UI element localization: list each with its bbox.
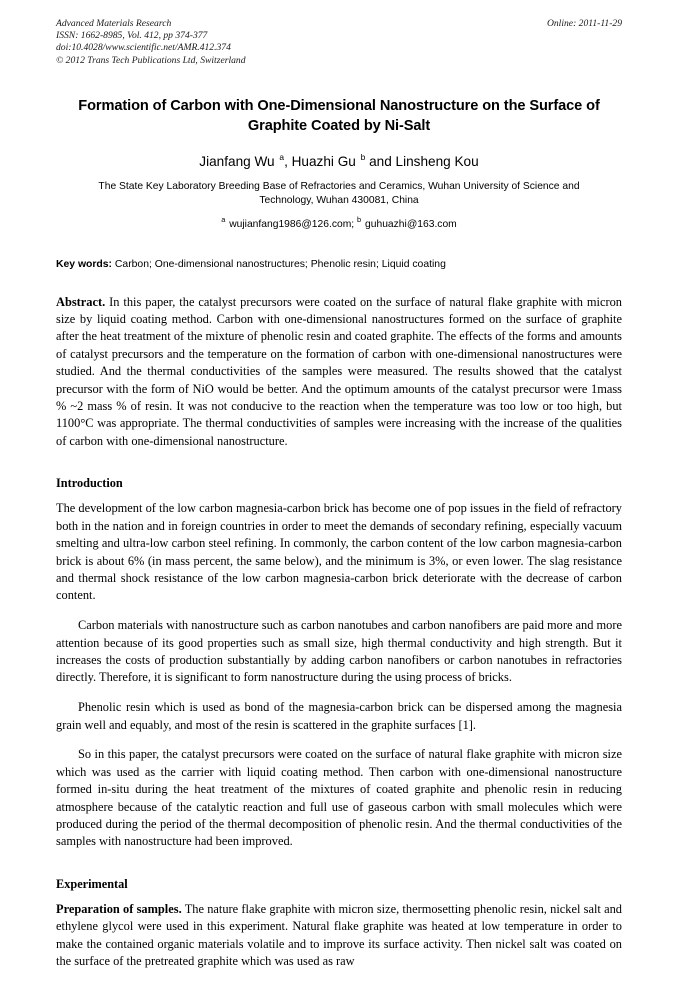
abstract-label: Abstract. (56, 294, 106, 309)
subsection-label-preparation: Preparation of samples. (56, 901, 182, 916)
author-emails: $^a$ wujianfang1986@126.com; $^b$ guhuazhi@163.com (221, 215, 457, 230)
journal-issn-line: ISSN: 1662-8985, Vol. 412, pp 374-377 (56, 30, 208, 42)
keywords-line (56, 258, 622, 272)
intro-paragraph-4: So in this paper, the catalyst precursors were coated on the surface of natural flake graphite with micron size which was used as the carrier with liquid coating method. Then carbon with one-dimensional nanostructure formed in-situ during the heat treatment of the mixtures of coated graphite and phenolic resin in reducing atmosphere because of the catalytic reaction and full use of gaseous carbon with small molecules which were produced during the period of the thermal decomposition of phenolic resin. And the thermal conductivities of the samples with nanostructure had been improved. (56, 747, 622, 849)
intro-paragraph-2: Carbon materials with nanostructure such as carbon nanotubes and carbon nanofibers are paid more and more attention because of its good properties such as small size, high thermal conductivity and high strength. But it increases the costs of production substantially by adding carbon nanofibers or carbon nanotubes in refractories directly. Therefore, it is significant to form nanostructure during the using process of bricks. (56, 618, 622, 685)
page-content (56, 18, 622, 983)
section-heading-experimental: Experimental (56, 876, 128, 891)
abstract-block (56, 294, 622, 451)
intro-paragraph-3: Phenolic resin which is used as bond of the magnesia-carbon brick can be dispersed among the magnesia grain well and equably, and most of the resin is scattered in the graphite surfaces [1]. (56, 700, 622, 732)
keywords-label: Key words: (56, 258, 113, 270)
page-title: Formation of Carbon with One-Dimensional Nanostructure on the Surface of Graphite Coated by Ni-Salt (78, 97, 600, 134)
journal-header (56, 18, 622, 67)
journal-name: Advanced Materials Research (56, 18, 172, 29)
section-heading-introduction: Introduction (56, 476, 123, 491)
abstract-text: In this paper, the catalyst precursors were coated on the surface of natural flake graphite with micron size by liquid coating method. Carbon with one-dimensional nanostructures formed on the surface of graphite after the heat treatment of the mixture of phenolic resin and coated graphite. The effects of the forms and amounts of catalyst precursors and the temperature on the formation of carbon with one-dimensional nanostructures were studied. And the thermal conductivities of the samples were measured. The results showed that the catalyst precursor with the form of NiO would be better. And the optimum amounts of the catalyst precursor were 1mass % ~2 mass % of resin. It was not conducive to the reaction when the temperature was too low or too high, but 1100°C was appropriate. The thermal conductivities of samples were increasing with the increase of the qualities of carbon with one-dimensional nanostructure. (56, 294, 622, 448)
subsection-text-preparation: The nature flake graphite with micron size, thermosetting phenolic resin, nickel salt and ethylene glycol were used in this experiment. Natural flake graphite was heated at low temperature in order to make the contained organic materials volatile and to improve its surface activity. Then nickel salt was coated on the surface of the pretreated graphite which was used as raw (56, 901, 622, 968)
affiliation: The State Key Laboratory Breeding Base of Refractories and Ceramics, Wuhan University of Science and Technology, Wuhan 430081, China (98, 180, 580, 207)
journal-doi-line: doi:10.4028/www.scientific.net/AMR.412.374 (56, 42, 231, 54)
experimental-preparation-paragraph (56, 901, 622, 971)
journal-copyright-line: © 2012 Trans Tech Publications Ltd, Switzerland (56, 54, 246, 66)
keywords-value: Carbon; One-dimensional nanostructures; Phenolic resin; Liquid coating (114, 258, 446, 270)
online-date: Online: 2011-11-29 (546, 18, 622, 29)
author-list: Jianfang Wu $^a$, Huazhi Gu $^b$ and Linsheng Kou (199, 152, 479, 169)
intro-paragraph-1: The development of the low carbon magnesia-carbon brick has become one of pop issues in the field of refractory both in the nation and in foreign countries in order to meet the demands of secondary refining, especially vacuum smelting and ultra-low carbon steel refining. In commonly, the carbon content of the low carbon magnesia-carbon brick is about 6% (in mass percent, the same below), and the minimum is 3%, or even lower. The slag resistance and thermal shock resistance of the low carbon magnesia-carbon brick deteriorate with the decrease of carbon content. (56, 501, 622, 603)
